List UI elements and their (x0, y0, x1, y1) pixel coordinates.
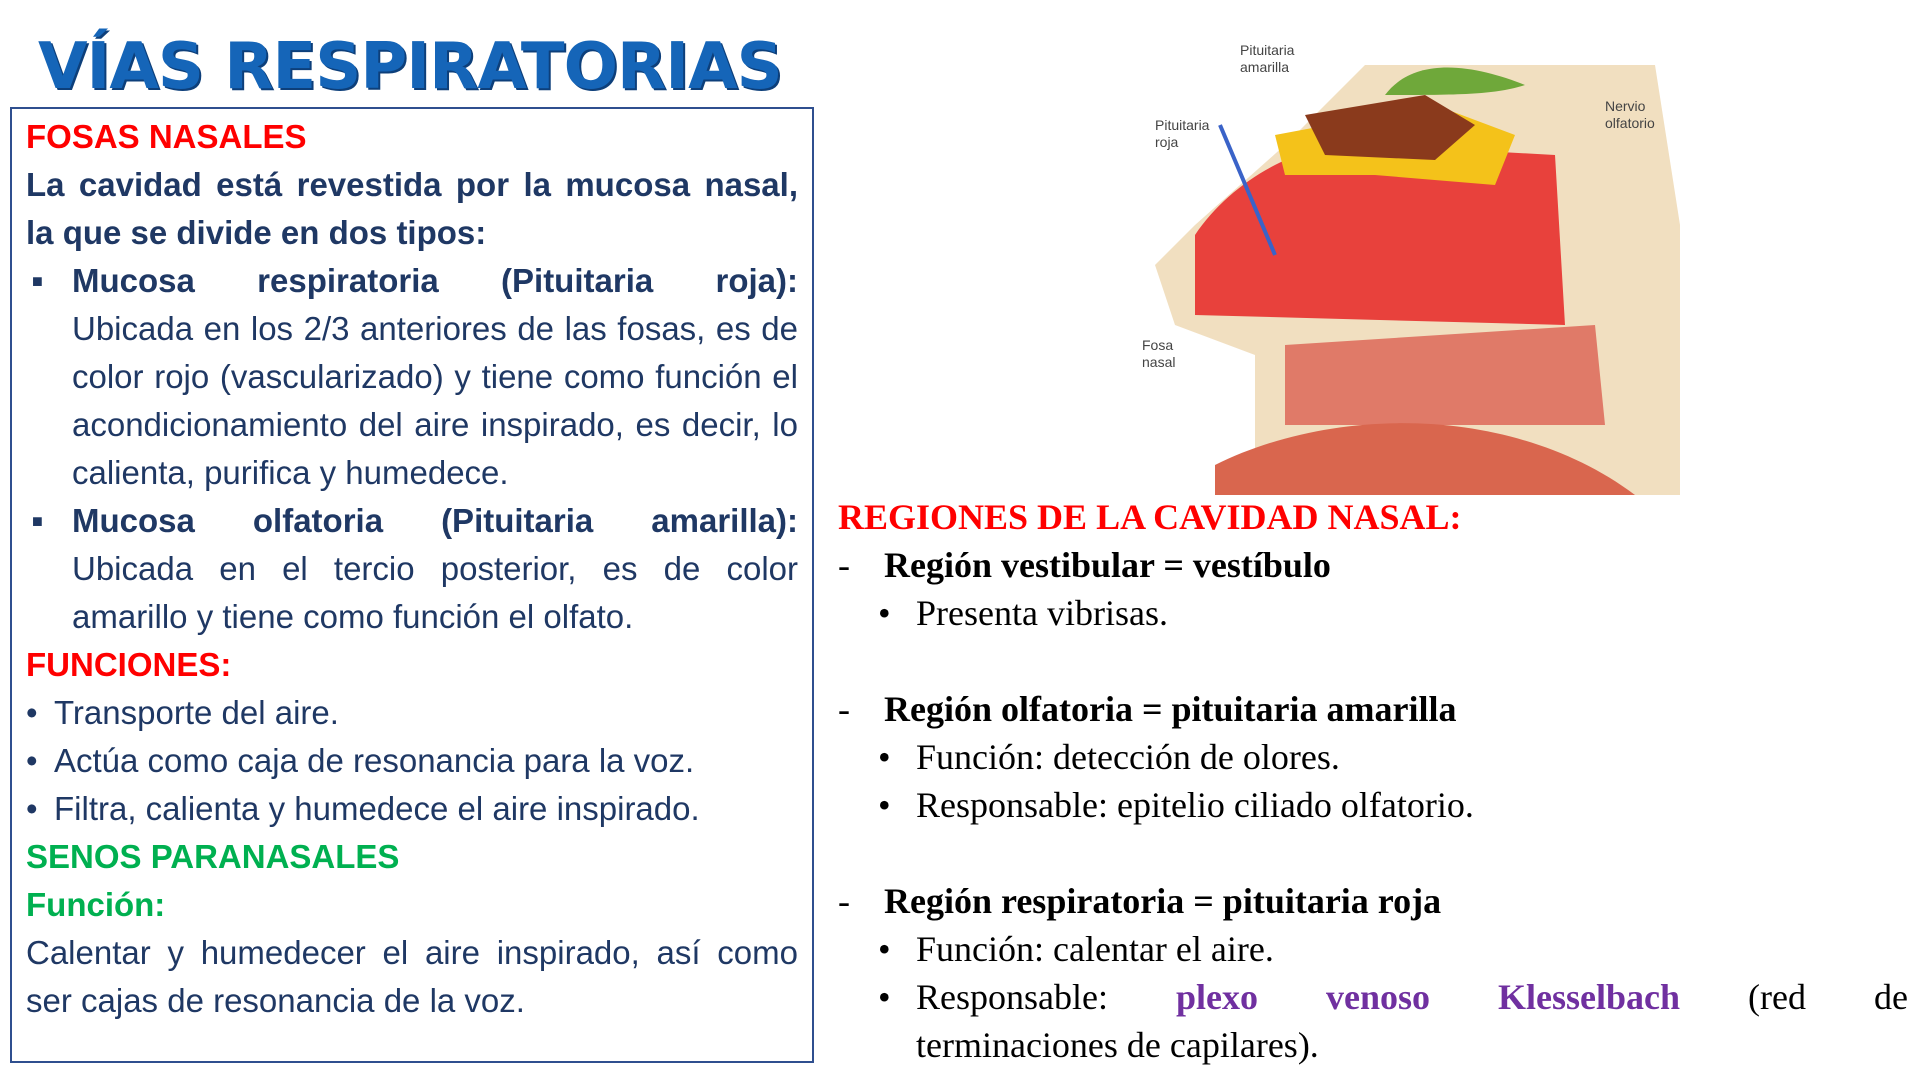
region-item: - Región vestibular = vestíbulo (838, 541, 1908, 589)
bullet-icon: • (878, 929, 891, 969)
bullet-icon: • (26, 742, 38, 779)
item-heading: Mucosa respiratoria (Pituitaria roja): (72, 262, 798, 299)
region-item: - Región respiratoria = pituitaria roja (838, 877, 1908, 925)
item-text: Transporte del aire. (54, 694, 339, 731)
square-bullet-icon: ■ (32, 511, 43, 531)
label-fosa-nasal: Fosa (1142, 337, 1174, 353)
list-item (838, 973, 1908, 1069)
label-pituitaria-amarilla: Pituitaria (1240, 42, 1295, 58)
bullet-icon: • (878, 737, 891, 777)
region-title: Región vestibular = vestíbulo (884, 545, 1331, 585)
item-text: Filtra, calienta y humedece el aire inspirado. (54, 790, 700, 827)
bullet-icon: • (878, 593, 891, 633)
regiones-heading: REGIONES DE LA CAVIDAD NASAL: (838, 497, 1462, 537)
subheading-funcion: Función: (26, 886, 166, 923)
section-heading-senos: SENOS PARANASALES (26, 838, 400, 875)
region-item: - Región olfatoria = pituitaria amarilla (838, 685, 1908, 733)
list-item (26, 689, 798, 737)
item-body: Ubicada en el tercio posterior, es de color amarillo y tiene como función el olfato. (72, 550, 798, 635)
label-pituitaria-roja: Pituitaria (1155, 117, 1210, 133)
item-text: terminaciones de capilares). (916, 1025, 1319, 1065)
region-title: Región respiratoria = pituitaria roja (884, 881, 1442, 921)
item-text: Responsable: (916, 977, 1108, 1017)
list-item (26, 497, 798, 641)
highlight-term: plexo (1175, 977, 1258, 1017)
list-item (838, 733, 1908, 781)
list-item (838, 781, 1908, 829)
intro-line: La cavidad está revestida por la mucosa nasal, (26, 166, 798, 203)
item-text: Responsable: epitelio ciliado olfatorio. (916, 785, 1474, 825)
label-nervio-olfatorio: Nervio (1605, 98, 1646, 114)
list-item (838, 925, 1908, 973)
intro-line: la que se divide en dos tipos: (26, 214, 487, 251)
bullet-icon: • (26, 790, 38, 827)
region-title: Región olfatoria = pituitaria amarilla (884, 689, 1457, 729)
item-text: de (1874, 977, 1908, 1017)
square-bullet-icon: ■ (32, 271, 43, 291)
label-fosa-nasal: nasal (1142, 354, 1176, 370)
list-item (26, 257, 798, 497)
item-body: Ubicada en los 2/3 anteriores de las fosas, es de color rojo (vascularizado) y tiene como función el acondicionamiento del aire inspirado, es decir, lo calienta, purifica y humedece. (72, 310, 798, 491)
list-item (838, 589, 1908, 637)
senos-text: Calentar y humedecer el aire inspirado, así como ser cajas de resonancia de la voz. (26, 934, 798, 1019)
regiones-panel (838, 493, 1908, 1069)
item-text: Presenta vibrisas. (916, 593, 1168, 633)
bullet-icon: • (878, 785, 891, 825)
fosas-nasales-panel (10, 107, 814, 1063)
item-text: (red (1748, 977, 1806, 1017)
section-heading-funciones: FUNCIONES: (26, 646, 232, 683)
list-item (26, 785, 798, 833)
bullet-icon: • (878, 977, 891, 1017)
highlight-term: venoso (1326, 977, 1431, 1017)
page-title: VÍAS RESPIRATORIAS (38, 30, 782, 104)
bullet-icon: • (26, 694, 38, 731)
highlight-term: Klesselbach (1498, 977, 1681, 1017)
label-nervio-olfatorio: olfatorio (1605, 115, 1655, 131)
item-text: Función: detección de olores. (916, 737, 1340, 777)
label-pituitaria-amarilla: amarilla (1240, 59, 1290, 75)
item-text: Actúa como caja de resonancia para la voz. (54, 742, 695, 779)
item-text: Función: calentar el aire. (916, 929, 1274, 969)
section-heading-fosas: FOSAS NASALES (26, 118, 307, 155)
list-item (26, 737, 798, 785)
nasal-cavity-diagram (1135, 25, 1685, 495)
item-heading: Mucosa olfatoria (Pituitaria amarilla): (72, 502, 798, 539)
label-pituitaria-roja: roja (1155, 134, 1179, 150)
